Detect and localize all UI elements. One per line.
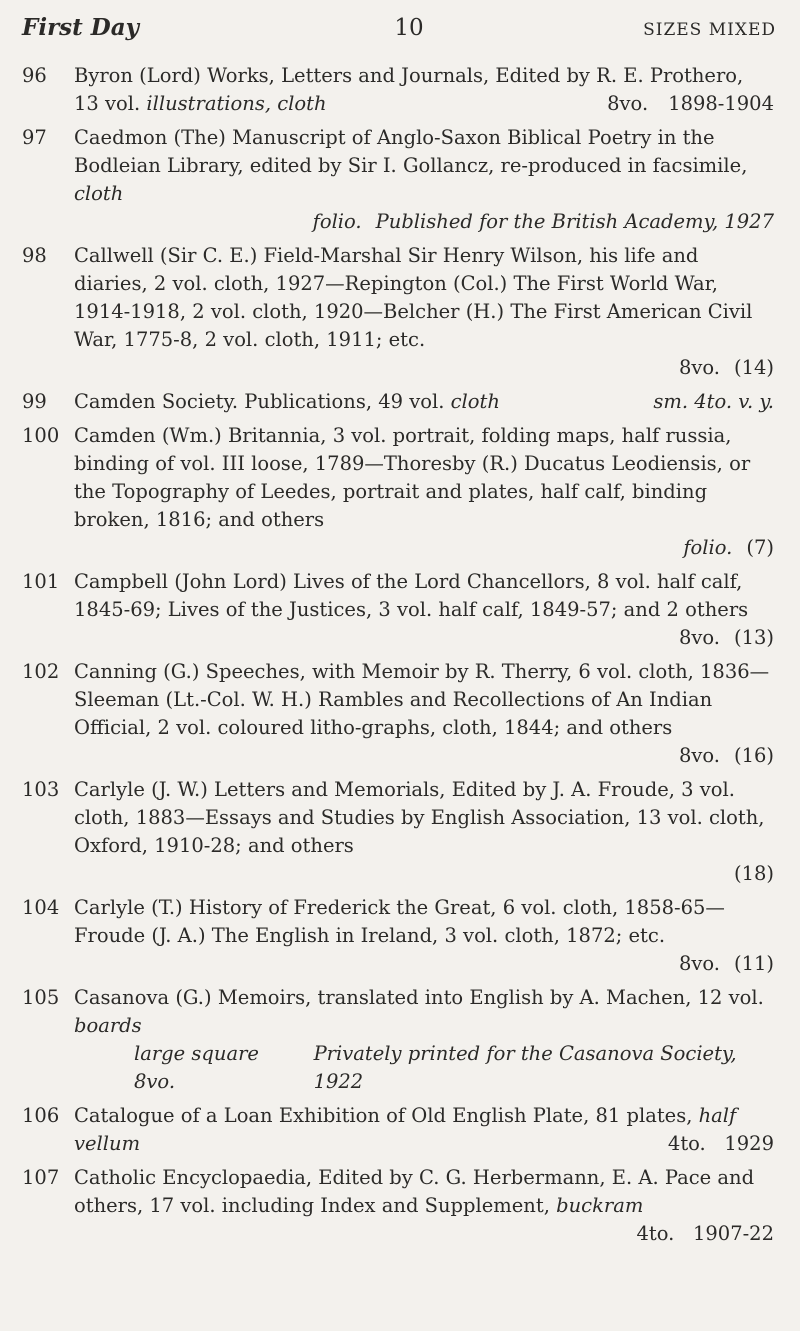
lot-extra: v. y. xyxy=(738,390,774,413)
page-header xyxy=(22,14,782,54)
lot-entry xyxy=(22,124,782,236)
lot-description: Carlyle (T.) History of Frederick the Great, 6 vol. cloth, 1858-65—Froude (J. A.) The English in Ireland, 3 vol. cloth, 1872; etc. xyxy=(74,896,725,947)
lot-extra: Privately printed for the Casanova Society, 1922 xyxy=(313,1042,737,1093)
lot-description: Casanova (G.) Memoirs, translated into English by A. Machen, 12 vol. xyxy=(74,986,764,1009)
lot-extra: (14) xyxy=(733,356,774,379)
lot-description: Callwell (Sir C. E.) Field-Marshal Sir Henry Wilson, his life and diaries, 2 vol. cloth, 1927—Repington (Col.) The First World War, 1914-1918, 2 vol. cloth, 1920—Belcher (H.) The First American Civil War, 1775-8, 2 vol. cloth, 1911; etc. xyxy=(74,244,753,351)
lot-binding: illustrations, cloth xyxy=(146,92,327,115)
lot-description: Canning (G.) Speeches, with Memoir by R. Therry, 6 vol. cloth, 1836—Sleeman (Lt.-Col. W. H.) Rambles and Recollections of An Indian Official, 2 vol. coloured litho-graphs, cloth, 1844; and others xyxy=(74,660,770,739)
lot-number: 98 xyxy=(22,244,47,267)
lot-entry xyxy=(22,422,782,562)
lot-format: 4to. xyxy=(636,1222,675,1245)
lot-entry xyxy=(22,242,782,382)
lot-description: Byron (Lord) Works, Letters and Journals, Edited by R. E. Prothero, 13 vol. xyxy=(74,64,744,115)
lot-extra: (13) xyxy=(733,626,774,649)
lot-entry xyxy=(22,984,782,1096)
lot-description: Catholic Encyclopaedia, Edited by C. G. Herbermann, E. A. Pace and others, 17 vol. including Index and Supplement, xyxy=(74,1166,755,1217)
lot-format: sm. 4to. xyxy=(653,390,733,413)
lot-number: 105 xyxy=(22,986,60,1009)
lot-description: Campbell (John Lord) Lives of the Lord Chancellors, 8 vol. half calf, 1845-69; Lives of the Justices, 3 vol. half calf, 1849-57; and 2 others xyxy=(74,570,749,621)
lot-entry xyxy=(22,1164,782,1248)
lot-format: 8vo. xyxy=(607,92,649,115)
lot-binding: cloth xyxy=(450,390,500,413)
section-label: SIZES MIXED xyxy=(643,20,776,40)
lot-format: large square 8vo. xyxy=(134,1042,259,1093)
lot-extra: (7) xyxy=(746,536,774,559)
lot-number: 103 xyxy=(22,778,60,801)
lot-format: 4to. xyxy=(667,1132,706,1155)
lot-extra: 1929 xyxy=(724,1132,774,1155)
lot-binding: cloth xyxy=(74,182,124,205)
lot-format: 8vo. xyxy=(678,952,720,975)
page-number: 10 xyxy=(394,15,424,41)
lot-entry xyxy=(22,894,782,978)
lot-number: 107 xyxy=(22,1166,60,1189)
lot-format: 8vo. xyxy=(678,744,720,767)
lot-binding: buckram xyxy=(556,1194,644,1217)
lot-description: Catalogue of a Loan Exhibition of Old English Plate, 81 plates, xyxy=(74,1104,693,1127)
lot-description: Carlyle (J. W.) Letters and Memorials, Edited by J. A. Froude, 3 vol. cloth, 1883—Essays and Studies by English Association, 13 vol. cloth, Oxford, 1910-28; and others xyxy=(74,778,765,857)
lot-binding: boards xyxy=(74,1014,142,1037)
lot-format: folio. xyxy=(312,210,362,233)
lot-number: 101 xyxy=(22,570,60,593)
sale-day-label: First Day xyxy=(22,14,139,41)
lot-number: 97 xyxy=(22,126,47,149)
lot-description: Caedmon (The) Manuscript of Anglo-Saxon Biblical Poetry in the Bodleian Library, edited by Sir I. Gollancz, re-produced in facsimile, xyxy=(74,126,748,177)
lot-description: Camden (Wm.) Britannia, 3 vol. portrait, folding maps, half russia, binding of vol. III loose, 1789—Thoresby (R.) Ducatus Leodiensis, or the Topography of Leedes, portrait and plates, half calf, binding broken, 1816; and others xyxy=(74,424,751,531)
lot-entry xyxy=(22,62,782,118)
lot-extra: (11) xyxy=(733,952,774,975)
lot-list xyxy=(22,62,782,1248)
lot-number: 102 xyxy=(22,660,60,683)
lot-entry xyxy=(22,658,782,770)
lot-number: 106 xyxy=(22,1104,60,1127)
lot-format: folio. xyxy=(683,536,733,559)
lot-extra: (16) xyxy=(733,744,774,767)
lot-entry xyxy=(22,1102,782,1158)
lot-extra: (18) xyxy=(733,862,774,885)
lot-entry xyxy=(22,568,782,652)
lot-description: Camden Society. Publications, 49 vol. xyxy=(74,390,445,413)
lot-entry xyxy=(22,776,782,888)
lot-extra: 1907-22 xyxy=(692,1222,774,1245)
lot-binding: half vellum xyxy=(74,1104,737,1155)
lot-number: 99 xyxy=(22,390,47,413)
lot-number: 96 xyxy=(22,64,47,87)
lot-format: 8vo. xyxy=(678,356,720,379)
lot-number: 104 xyxy=(22,896,60,919)
lot-entry xyxy=(22,388,782,416)
lot-format: 8vo. xyxy=(678,626,720,649)
lot-extra: Published for the British Academy, 1927 xyxy=(375,210,774,233)
lot-extra: 1898-1904 xyxy=(668,92,774,115)
lot-number: 100 xyxy=(22,424,60,447)
